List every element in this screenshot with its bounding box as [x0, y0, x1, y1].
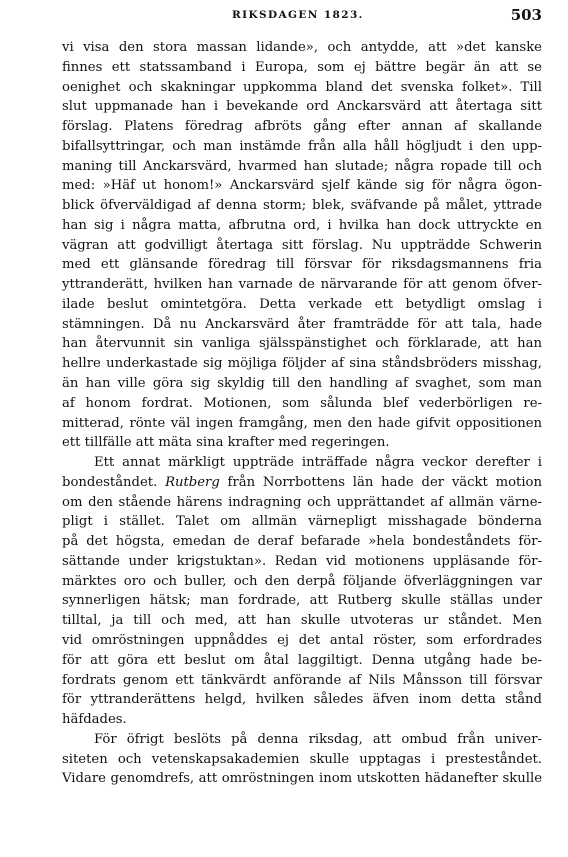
text-line: Vidare genomdrefs, att omröstningen inom utskotten hädanefter skulle: [62, 771, 542, 787]
text-line: om den stående härens indragning och upprättandet af allmän värne-: [62, 494, 542, 510]
text-line: oenighet och skakningar uppkomma bland det svenska folket». Till: [62, 79, 542, 95]
text-line: Ett annat märkligt uppträde inträffade några veckor derefter i: [94, 455, 542, 471]
text-line: förslag. Platens föredrag afbröts gång efter annan af skallande: [62, 119, 542, 135]
text-line: siteten och vetenskapsakademien skulle upptagas i presteståndet.: [62, 751, 542, 767]
text-line: vid omröstningen uppnåddes ej det antal röster, som erfordrades: [62, 632, 542, 648]
text-line: för att göra ett beslut om åtal laggiltigt. Denna utgång hade be-: [62, 652, 542, 668]
text-line: pligt i stället. Talet om allmän värnepligt misshagade bönderna: [62, 514, 542, 530]
text-line: slut uppmanade han i bevekande ord Anckarsvärd att återtaga sitt: [62, 99, 542, 115]
text-line: tilltal, ja till och med, att han skulle utvoteras ur ståndet. Men: [62, 613, 542, 629]
italic-name: Rutberg: [165, 474, 220, 490]
text-line: mitterad, rönte väl ingen framgång, men den hade gifvit oppositionen: [62, 415, 542, 431]
text-line: maning till Anckarsvärd, hvarmed han slutade; några ropade till och: [62, 158, 542, 174]
text-line: med ett glänsande föredrag till försvar för riksdagsmannens fria: [62, 257, 542, 273]
text-line: fordrats genom ett tänkvärdt anförande af Nils Månsson till försvar: [62, 672, 542, 688]
text-segment: från Norrbottens län hade der väckt motion: [219, 474, 542, 490]
running-header: [62, 7, 542, 25]
text-line: bifallsyttringar, och man instämde från alla håll högljudt i den upp-: [62, 138, 542, 154]
text-line: sättande under krigstuktan». Redan vid motionens uppläsande för-: [62, 553, 542, 569]
text-line: han återvunnit sin vanliga själsspänstighet och förklarade, att han: [62, 336, 542, 352]
text-line: häfdades.: [62, 712, 127, 728]
text-line: synnerligen hätsk; man fordrade, att Rutberg skulle ställas under: [62, 593, 542, 609]
text-line: vägran att godvilligt återtaga sitt förslag. Nu uppträdde Schwerin: [62, 237, 542, 253]
text-line: vi visa den stora massan lidande», och antydde, att »det kanske: [62, 40, 542, 55]
scan-smudge: [290, 823, 380, 837]
text-line: yttranderätt, hvilken han varnade de närvarande för att genom öfver-: [62, 277, 542, 293]
text-line: stämningen. Då nu Anckarsvärd åter framträdde för att tala, hade: [62, 316, 542, 332]
text-line: med: »Häf ut honom!» Anckarsvärd sjelf kände sig för några ögon-: [62, 178, 542, 194]
text-line: ett tillfälle att mäta sina krafter med regeringen.: [62, 435, 390, 451]
body-text: [62, 38, 542, 789]
text-line: han sig i några matta, afbrutna ord, i hvilka han dock uttryckte en: [62, 217, 542, 233]
text-line: hellre underkastade sig möjliga följder af sina ståndsbröders misshag,: [62, 356, 542, 372]
text-line: märktes oro och buller, och den derpå följande öfverläggningen var: [62, 573, 542, 589]
page-number: 503: [510, 6, 542, 24]
text-line: finnes ett statssamband i Europa, som ej bättre begär än att se: [62, 59, 542, 75]
text-segment: bondeståndet.: [62, 474, 166, 490]
text-line: För öfrigt beslöts på denna riksdag, att ombud från univer-: [94, 731, 542, 747]
text-line: [62, 473, 542, 493]
text-line: än han ville göra sig skyldig till den handling af svaghet, som man: [62, 376, 542, 392]
text-line: ilade beslut omintetgöra. Detta verkade ett betydligt omslag i: [62, 296, 542, 312]
running-title: RIKSDAGEN 1823.: [232, 9, 364, 21]
text-line: på det högsta, emedan de deraf befarade »hela bondeståndets för-: [62, 534, 542, 550]
text-line: för yttranderättens helgd, hvilken således äfven inom detta stånd: [62, 692, 542, 708]
text-line: blick öfverväldigad af denna storm; blek, sväfvande på målet, yttrade: [62, 198, 542, 214]
text-line: af honom fordrat. Motionen, som sålunda blef vederbörligen re-: [62, 395, 542, 411]
